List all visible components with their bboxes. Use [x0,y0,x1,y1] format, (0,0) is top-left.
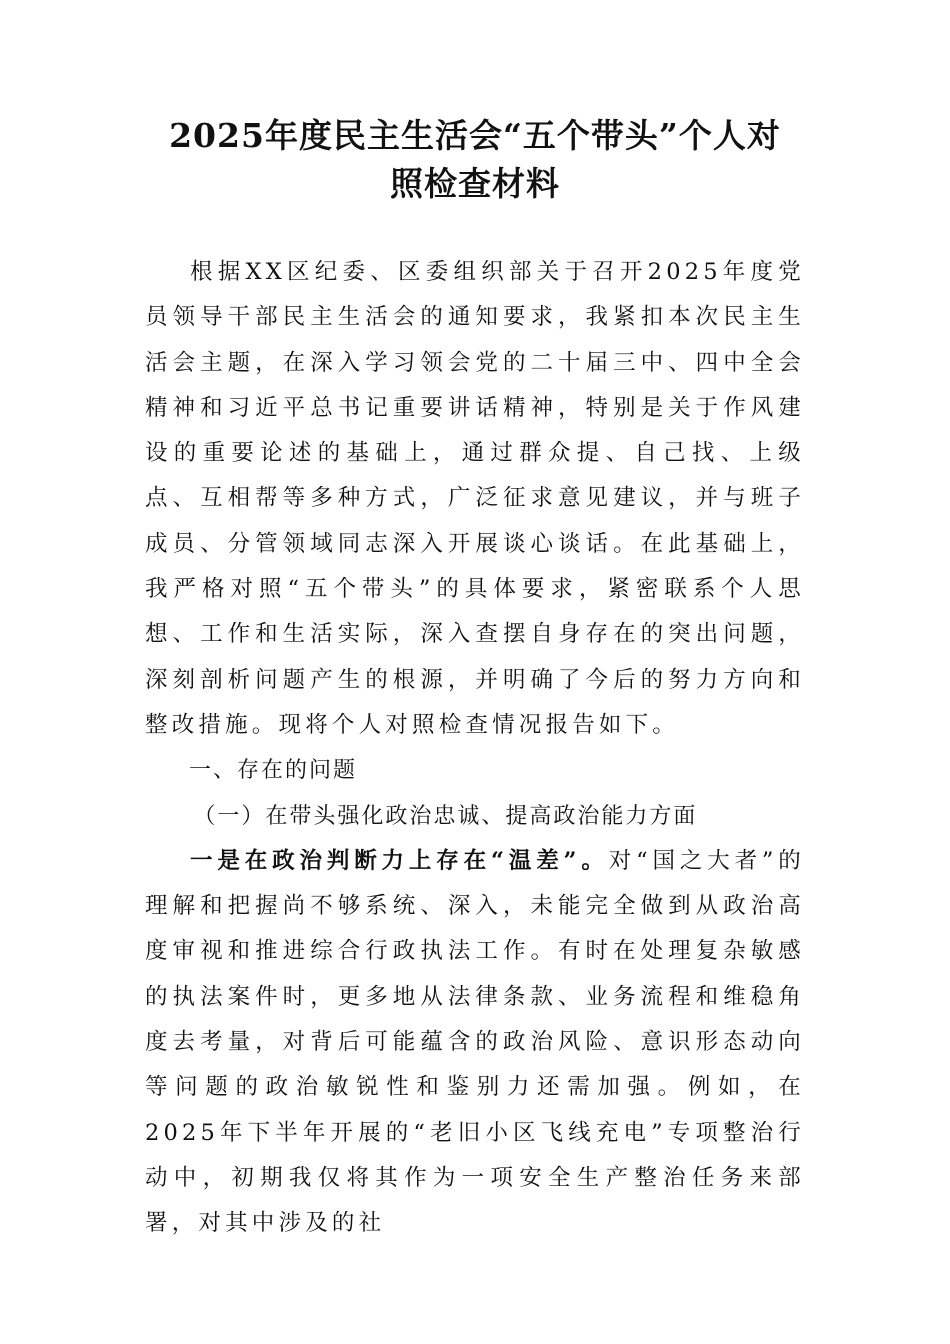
title-line-1: 2025年度民主生活会“五个带头”个人对 [169,116,781,155]
section-heading: 一、存在的问题 [189,758,358,784]
point-body: 对“国之大者”的理解和把握尚不够系统、深入，未能完全做到从政治高度审视和推进综合行政执法工作。有时在处理复杂敏感的执法案件时，更多地从法律条款、业务流程和维稳角度去考量，对背后可能蕴含的政治风险、意识形态动向等问题的政治敏锐性和鉴别力还需加强。例如，在2025年下半年开展的“老旧小区飞线充电”专项整治行动中，初期我仅将其作为一项安全生产整治任务来部署，对其中涉及的社 [145,847,805,1237]
point-lead: 一是在政治判断力上存在“温差”。 [190,847,609,874]
point-paragraph [145,839,805,1247]
subsection-heading: （一）在带头强化政治忠诚、提高政治能力方面 [193,803,698,829]
document-body [145,250,805,1247]
intro-paragraph: 根据XX区纪委、区委组织部关于召开2025年度党员领导干部民主生活会的通知要求，我紧扣本次民主生活会主题，在深入学习领会党的二十届三中、四中全会精神和习近平总书记重要讲话精神，特别是关于作风建设的重要论述的基础上，通过群众提、自己找、上级点、互相帮等多种方式，广泛征求意见建议，并与班子成员、分管领域同志深入开展谈心谈话。在此基础上，我严格对照“五个带头”的具体要求，紧密联系个人思想、工作和生活实际，深入查摆自身存在的突出问题，深刻剖析问题产生的根源，并明确了今后的努力方向和整改措施。现将个人对照检查情况报告如下。 [145,259,805,738]
title-line-2: 照检查材料 [390,164,560,203]
document-title [140,112,810,208]
